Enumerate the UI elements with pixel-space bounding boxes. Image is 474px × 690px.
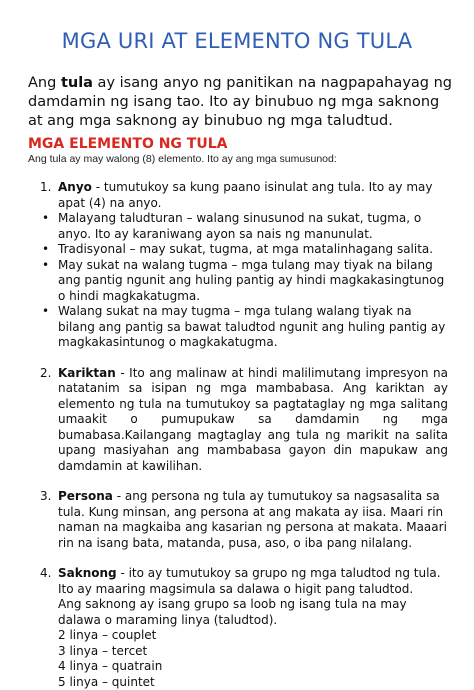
item-term: Kariktan <box>58 366 116 380</box>
list-item-saknong <box>28 566 448 690</box>
intro-bold-term: tula <box>61 75 93 91</box>
document-title: MGA URI AT ELEMENTO NG TULA <box>0 29 474 53</box>
bullet-item: • May sukat na walang tugma – mga tulang may tiyak na bilang ang pantig ngunit ang huling pantig ay hindi magkakasingtunog o hindi magkakatugma. <box>28 258 448 305</box>
anyo-bullet-list <box>28 211 448 351</box>
bullet-item: • Tradisyonal – may sukat, tugma, at mga matalinhagang salita. <box>28 242 448 258</box>
bullet-item: • Walang sukat na may tugma – mga tulang walang tiyak na bilang ang pantig sa bawat taludtod ngunit ang huling pantig ay magkakasintunog o magkakatugma. <box>28 304 448 351</box>
section-subtitle: Ang tula ay may walong (8) elemento. Ito ay ang mga sumusunod: <box>28 153 337 165</box>
spacer <box>28 474 448 489</box>
item-number: 1. <box>40 180 51 196</box>
line-type: 2 linya – couplet <box>58 628 448 644</box>
spacer <box>28 551 448 566</box>
item-number: 3. <box>40 489 51 505</box>
line-type: 5 linya – quintet <box>58 675 448 690</box>
item-text: - tumutukoy sa kung paano isinulat ang tula. Ito ay may apat (4) na anyo. <box>58 180 432 210</box>
item-text: - ito ay tumutukoy sa grupo ng mga taludtod ng tula. Ito ay maaring magsimula sa dalawa o higit pang taludtod. <box>58 566 441 596</box>
item-text: - ang persona ng tula ay tumutukoy sa nagsasalita sa tula. Kung minsan, ang persona at ang makata ay iisa. Maari rin naman na magkaiba ang kasarian ng persona at makata. Maaari rin na isang bata, matanda, pusa, aso, o iba pang nilalang. <box>58 489 447 550</box>
intro-paragraph <box>28 74 458 131</box>
section-heading: MGA ELEMENTO NG TULA <box>28 136 227 152</box>
bullet-item: • Malayang taludturan – walang sinusunod na sukat, tugma, o anyo. Ito ay karaniwang ayon sa nais ng manunulat. <box>28 211 448 242</box>
item-term: Anyo <box>58 180 92 194</box>
saknong-extra: Ang saknong ay isang grupo sa loob ng isang tula na may dalawa o maraming linya (taludtod). <box>58 597 448 628</box>
item-term: Persona <box>58 489 113 503</box>
line-type: 4 linya – quatrain <box>58 659 448 675</box>
spacer <box>28 351 448 366</box>
elements-list <box>28 180 448 690</box>
list-item-anyo <box>28 180 448 211</box>
intro-rest: ay isang anyo ng panitikan na nagpapahayag ng damdamin ng isang tao. Ito ay binubuo ng mga saknong at ang mga saknong ay binubuo ng mga taludtud. <box>28 75 452 129</box>
item-number: 4. <box>40 566 51 582</box>
list-item-kariktan <box>28 366 448 475</box>
item-number: 2. <box>40 366 51 382</box>
item-text: - Ito ang malinaw at hindi malilimutang impresyon na natatanim sa isipan ng mga mambabasa. Ang kariktan ay elemento ng tula na tumutukoy sa pagtataglay ng mga salitang umaakit o pumupukaw sa damdamin ng mga bumabasa.Kailangang magtaglay ang tula ng marikit na salita upang masiyahan ang mambabasa gayon din mapukaw ang damdamin at kawilihan. <box>58 366 448 473</box>
line-type: 3 linya – tercet <box>58 644 448 660</box>
list-item-persona <box>28 489 448 551</box>
item-term: Saknong <box>58 566 117 580</box>
intro-prefix: Ang <box>28 75 61 91</box>
